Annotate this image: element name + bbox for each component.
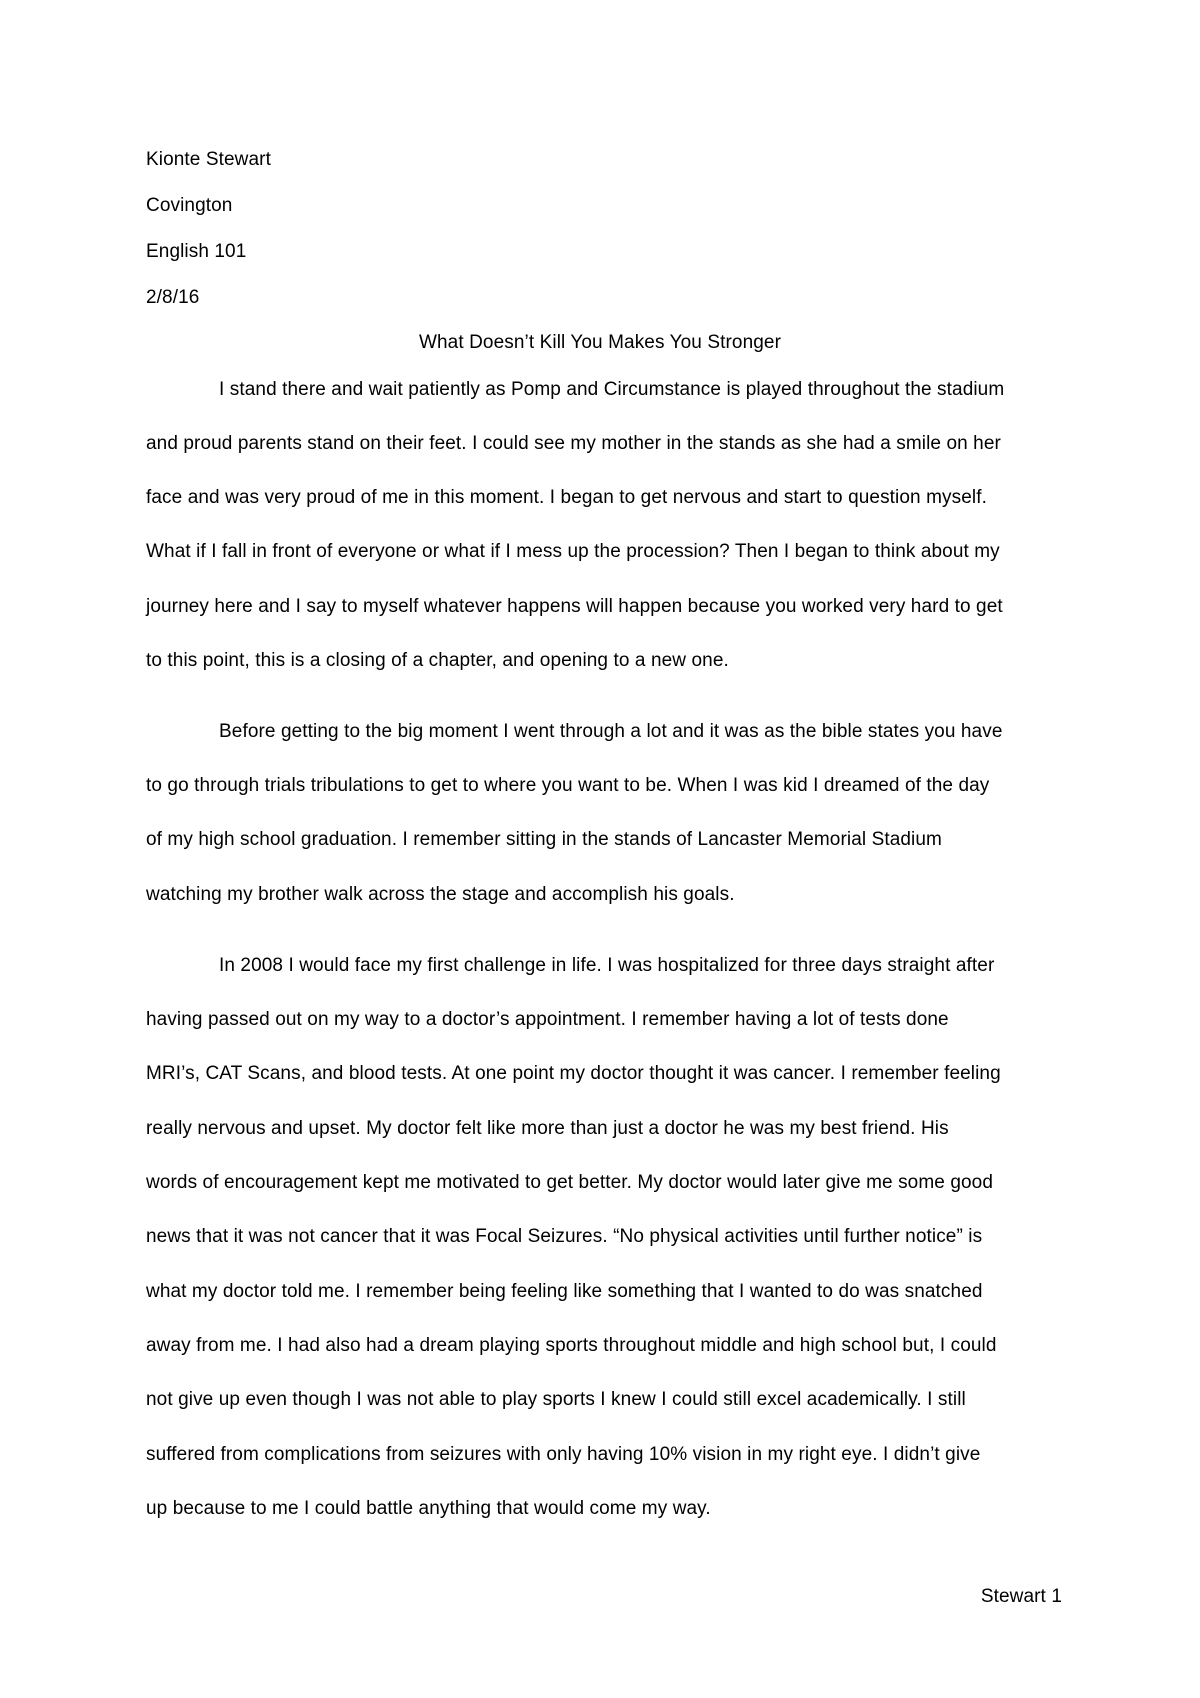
essay-title: What Doesn’t Kill You Makes You Stronger (418, 332, 782, 353)
paragraph-3-line-10: suffered from complications from seizures with only having 10% vision in my right eye. I didn’t give (146, 1444, 981, 1465)
essay-date: 2/8/16 (146, 287, 200, 308)
paragraph-3-line-9: not give up even though I was not able to play sports I knew I could still excel academically. I still (146, 1389, 966, 1410)
paragraph-3-line-7: what my doctor told me. I remember being feeling like something that I wanted to do was snatched (146, 1281, 983, 1302)
course-name: English 101 (146, 241, 247, 262)
page-number: Stewart 1 (980, 1586, 1062, 1607)
paragraph-3-line-11: up because to me I could battle anything that would come my way. (146, 1498, 711, 1519)
paragraph-3-line-8: away from me. I had also had a dream playing sports throughout middle and high school but, I could (146, 1335, 997, 1356)
paragraph-1-line-4: What if I fall in front of everyone or what if I mess up the procession? Then I began to think about my (146, 541, 1000, 562)
author-name: Kionte Stewart (146, 149, 271, 170)
paragraph-1-line-2: and proud parents stand on their feet. I could see my mother in the stands as she had a smile on her (146, 433, 1001, 454)
paragraph-3-line-6: news that it was not cancer that it was Focal Seizures. “No physical activities until further notice” is (146, 1226, 983, 1247)
paragraph-1-line-6: to this point, this is a closing of a chapter, and opening to a new one. (146, 650, 729, 671)
paragraph-2-line-2: to go through trials tribulations to get to where you want to be. When I was kid I dreamed of the day (146, 775, 990, 796)
paragraph-2-line-4: watching my brother walk across the stage and accomplish his goals. (146, 884, 735, 905)
paragraph-3-line-2: having passed out on my way to a doctor’s appointment. I remember having a lot of tests done (146, 1009, 949, 1030)
paragraph-1-line-5: journey here and I say to myself whatever happens will happen because you worked very hard to get (146, 596, 1003, 617)
paragraph-3-line-4: really nervous and upset. My doctor felt like more than just a doctor he was my best friend. His (146, 1118, 949, 1139)
paragraph-3-line-1: In 2008 I would face my first challenge in life. I was hospitalized for three days straight after (219, 955, 995, 976)
paragraph-2-line-3: of my high school graduation. I remember sitting in the stands of Lancaster Memorial Stadium (146, 829, 942, 850)
paragraph-1-line-1: I stand there and wait patiently as Pomp and Circumstance is played throughout the stadium (219, 379, 1005, 400)
instructor-name: Covington (146, 195, 233, 216)
paragraph-2-line-1: Before getting to the big moment I went through a lot and it was as the bible states you have (219, 721, 1003, 742)
paragraph-3-line-5: words of encouragement kept me motivated to get better. My doctor would later give me some good (146, 1172, 993, 1193)
paragraph-3-line-3: MRI’s, CAT Scans, and blood tests. At one point my doctor thought it was cancer. I remember feeling (146, 1063, 1001, 1084)
paragraph-1-line-3: face and was very proud of me in this moment. I began to get nervous and start to question myself. (146, 487, 987, 508)
